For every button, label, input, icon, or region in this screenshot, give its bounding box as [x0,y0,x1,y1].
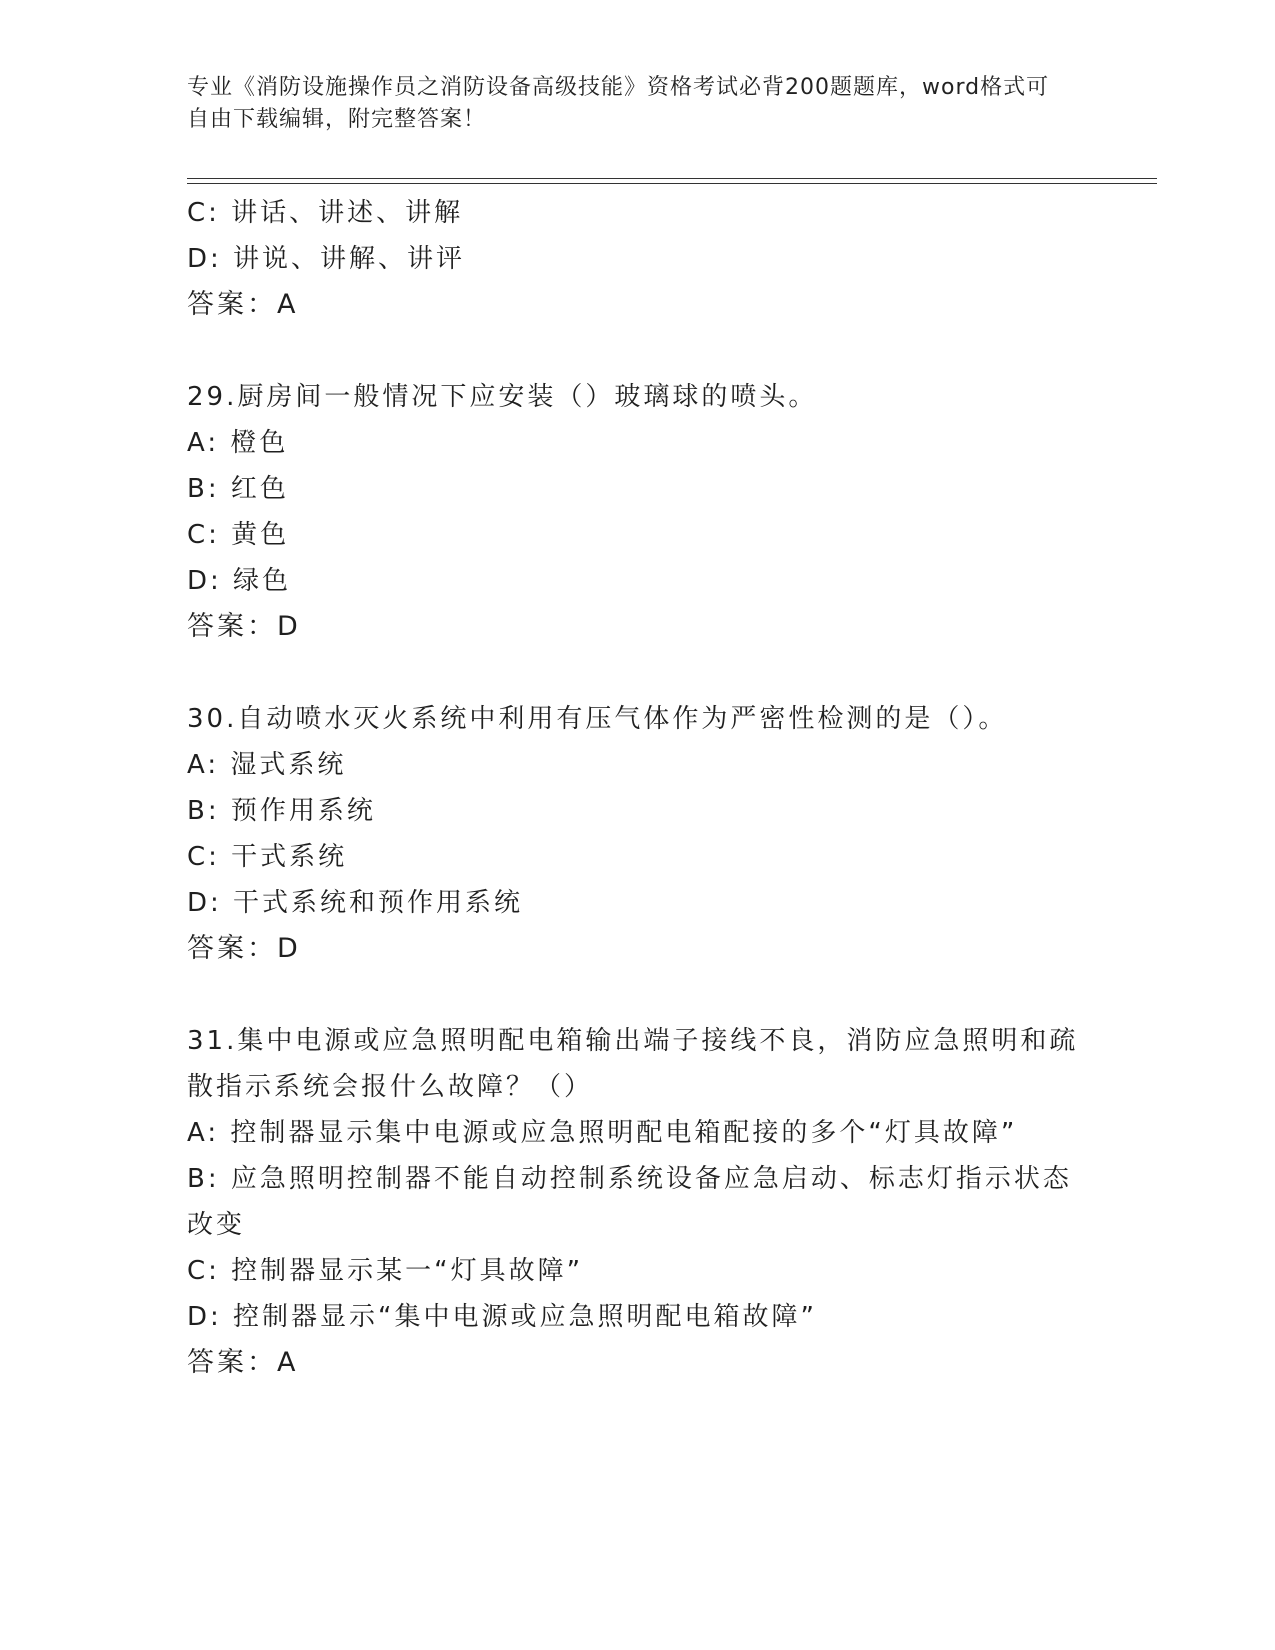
header-divider-top [187,178,1157,179]
spacer [187,328,1087,374]
q30-option-c: C: 干式系统 [187,842,348,872]
q29-option-d: D: 绿色 [187,566,292,596]
q30-answer: 答案：D [187,933,301,964]
q29-title: 29.厨房间一般情况下应安装（）玻璃球的喷头。 [187,382,818,412]
q30-option-a: A: 湿式系统 [187,750,347,780]
q30-option-d: D: 干式系统和预作用系统 [187,888,524,918]
q29-option-c: C: 黄色 [187,520,290,550]
q31-title-line-1: 31.集中电源或应急照明配电箱输出端子接线不良，消防应急照明和疏 [187,1026,1079,1056]
q30-option-b: B: 预作用系统 [187,796,376,826]
q29-answer: 答案：D [187,611,301,642]
q30-title: 30.自动喷水灭火系统中利用有压气体作为严密性检测的是（）。 [187,704,1008,734]
q31-option-b-line-1: B: 应急照明控制器不能自动控制系统设备应急启动、标志灯指示状态 [187,1164,1072,1194]
q31-option-a: A: 控制器显示集中电源或应急照明配电箱配接的多个“灯具故障” [187,1118,1018,1148]
q29-option-b: B: 红色 [187,474,289,504]
q28-answer: 答案：A [187,289,299,320]
q28-option-d: D: 讲说、讲解、讲评 [187,244,466,274]
page-header: 专业《消防设施操作员之消防设备高级技能》资格考试必背200题题库，word格式可自由下载编辑，附完整答案！ [187,75,1050,132]
q29-option-a: A: 橙色 [187,428,289,458]
spacer [187,972,1087,1018]
q31-option-d: D: 控制器显示“集中电源或应急照明配电箱故障” [187,1302,817,1332]
header-divider-bottom [187,183,1157,184]
q31-option-b-line-2: 改变 [187,1210,246,1240]
spacer [187,650,1087,696]
q28-option-c: C: 讲话、讲述、讲解 [187,198,464,228]
q31-answer: 答案：A [187,1347,299,1378]
question-content [187,190,1087,1386]
q31-option-c: C: 控制器显示某一“灯具故障” [187,1256,584,1286]
q31-title-line-2: 散指示系统会报什么故障？（） [187,1072,594,1102]
